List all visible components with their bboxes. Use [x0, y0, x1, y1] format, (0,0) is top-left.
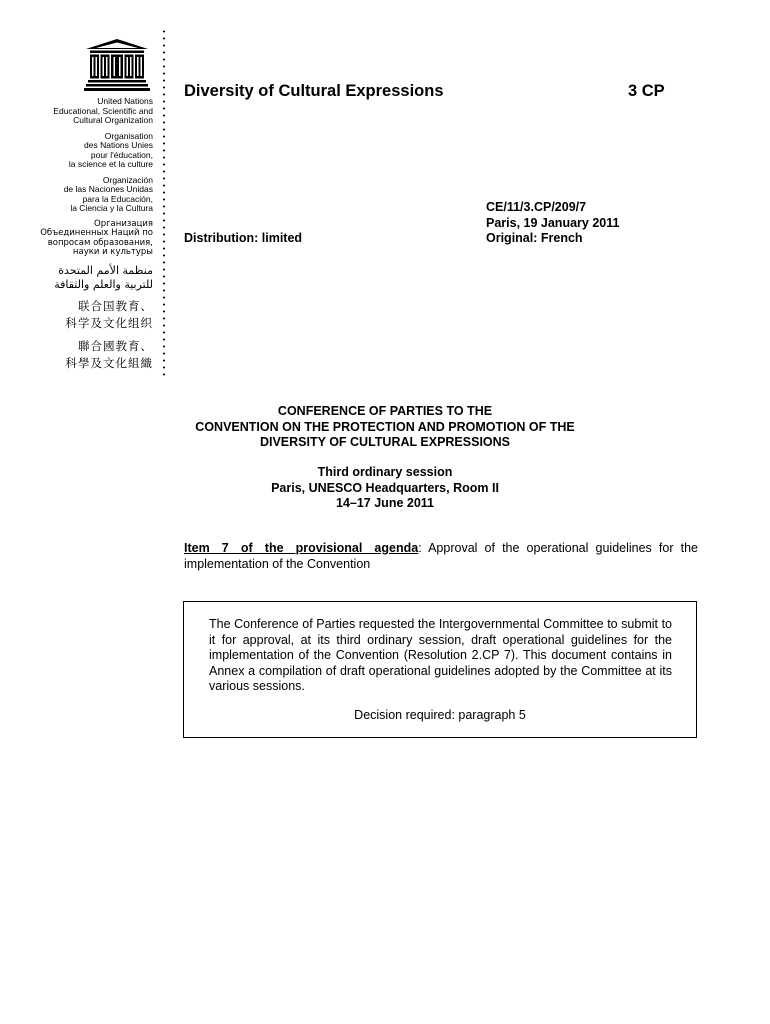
distribution-label: Distribution: limited	[184, 231, 303, 245]
org-name-zh-traditional: 聯合國教育、 科學及文化組織	[65, 338, 153, 370]
organization-names	[3, 97, 153, 378]
dotted-separator	[161, 28, 167, 380]
document-id: CE/11/3.CP/209/7	[486, 200, 587, 214]
org-name-en: United Nations Educational, Scientific and Cultural Organization	[53, 96, 153, 125]
session-name: Third ordinary session	[317, 465, 453, 479]
agenda-item-label: Item 7 of the provisional agenda	[184, 541, 419, 555]
document-place-date: Paris, 19 January 2011	[486, 215, 620, 230]
agenda-item-text: Approval of the operational guidelines for the implementation of the Convention	[184, 541, 698, 571]
document-reference	[486, 200, 619, 247]
agenda-item-separator: :	[418, 541, 422, 555]
summary-box	[183, 601, 697, 738]
session-dates: 14–17 June 2011	[336, 496, 434, 510]
conference-title: CONFERENCE OF PARTIES TO THE CONVENTION ON THE PROTECTION AND PROMOTION OF THE DIVERSITY OF CULTURAL EXPRESSIONS	[195, 404, 575, 449]
org-name-es: Organización de las Naciones Unidas para la Educación, la Ciencia y la Cultura	[63, 174, 153, 213]
unesco-logo	[84, 38, 150, 92]
session-info	[150, 465, 620, 512]
summary-text: The Conference of Parties requested the Intergovernmental Committee to submit to it for approval, at its third ordinary session, draft operational guidelines for the implementation of the Convention (Resolution 2.CP 7). This document contains in Annex a compilation of draft operational guidelines adopted by the Committee at its various sessions.	[209, 617, 672, 693]
header-title: Diversity of Cultural Expressions	[184, 82, 444, 100]
document-original-language: Original: French	[486, 231, 583, 245]
session-venue: Paris, UNESCO Headquarters, Room II	[271, 480, 499, 495]
org-name-zh-simplified: 联合国教育、 科学及文化组织	[65, 298, 153, 330]
org-name-ar: منظمة الأمم المتحدة للتربية والعلم والثقافة	[54, 263, 153, 291]
org-name-ru: Организация Объединенных Наций по вопросам образования, науки и культуры	[40, 218, 153, 257]
decision-required: Decision required: paragraph 5	[354, 708, 526, 722]
header-code: 3 CP	[628, 82, 665, 100]
agenda-item	[184, 541, 698, 572]
org-name-fr: Organisation des Nations Unies pour l'éducation, la science et la culture	[68, 130, 153, 169]
